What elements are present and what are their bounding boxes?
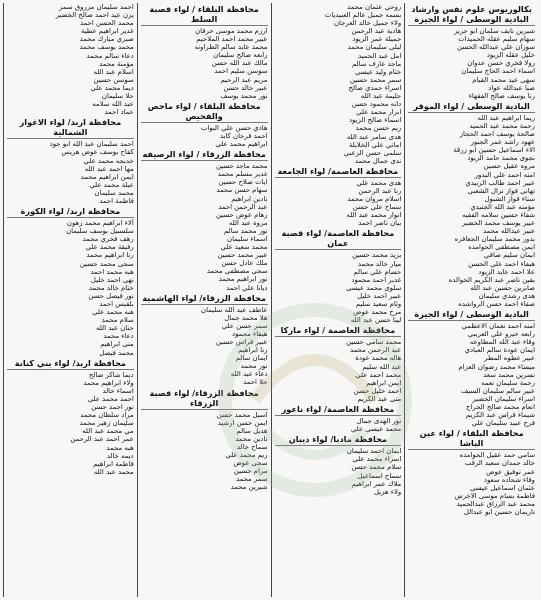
name-entry: الاء اسماعيل حسين ابو زرقة bbox=[453, 146, 535, 155]
section-header: محافظة مادبا/ لواء ذيبان bbox=[275, 434, 402, 446]
name-entry: مرام حسين bbox=[233, 467, 268, 476]
name-entry: ميار خالد محمد bbox=[357, 259, 402, 268]
name-entry: منى عبد الكريم bbox=[357, 394, 402, 403]
name-entry: احمد فرحان كايد bbox=[219, 131, 268, 140]
name-entry: نور محمد سالم bbox=[224, 226, 268, 235]
name-entry: سماح اسماعيل bbox=[357, 471, 402, 480]
name-entry: هدى محمد علي bbox=[356, 178, 402, 187]
name-entry: هدى رشدي سليمان bbox=[478, 291, 535, 300]
name-entry: رنا يوسف صالح الفقهاء bbox=[468, 91, 535, 100]
name-entry: فرح عبيد سليمان علي bbox=[471, 419, 535, 428]
name-entry: مي محمد عبد الله bbox=[82, 427, 134, 436]
name-entry: نور الهدى جمال bbox=[356, 417, 402, 426]
name-entry: عبير عبدالله محمد bbox=[483, 227, 535, 236]
name-entry: محمد عبد الرزاق عبدالحميد bbox=[456, 499, 535, 508]
section-header: محافظة العاصمة/ لواء قصبة عمان bbox=[275, 228, 402, 250]
names-list bbox=[408, 451, 535, 516]
name-entry: شفاء حسين سلامه الفقيه bbox=[462, 210, 535, 219]
name-entry: منى ابراهيم bbox=[100, 340, 134, 349]
name-entry: ملاك عمر ابراهيم bbox=[351, 479, 402, 488]
name-entry: عمر احمد عبد الرحمن bbox=[70, 435, 134, 444]
name-entry: مروه عقيل حسين bbox=[483, 162, 535, 171]
name-entry: ايمن ابراهيم bbox=[366, 378, 402, 387]
name-entry: مريم عبد الرحيم bbox=[220, 75, 268, 84]
section-header: محافظة اربد/ لواء الكورة bbox=[7, 206, 134, 218]
name-entry: ختام خالد محمد bbox=[88, 283, 134, 292]
name-entry: نور محمد bbox=[240, 362, 268, 371]
name-entry: سوسن سليم احمد bbox=[214, 67, 268, 76]
name-entry: اماني علي الخلايلة bbox=[348, 140, 402, 149]
name-entry: ديما محمد علي bbox=[90, 83, 134, 92]
name-entry: ولاء ابراهيم محمد bbox=[83, 378, 134, 387]
name-entry: ايات صلاح حسين bbox=[218, 178, 268, 187]
names-list bbox=[275, 417, 402, 433]
name-entry: ايمن حسن ارشيد bbox=[217, 418, 268, 427]
name-entry: سلمى حسن الزعبي bbox=[343, 148, 402, 157]
name-entry: ابرار محمد علي bbox=[356, 108, 402, 117]
name-entry: ولاء هزيل bbox=[373, 487, 402, 496]
name-entry: هيفاء احمد علي الحسن bbox=[468, 259, 535, 268]
name-entry: ايمن مصطفى الحوامده bbox=[468, 243, 535, 252]
name-entry: ايمان عودة سالم العبادي bbox=[464, 346, 535, 355]
name-entry: سلام محمد حسن bbox=[351, 463, 402, 472]
name-entry: احمد سليمان مزروق سمر bbox=[59, 3, 134, 11]
name-entry: نسرين محمد سعد bbox=[483, 370, 535, 379]
name-entry: ريما ابراهيم عبد الله bbox=[477, 113, 535, 122]
name-entry: عبد الرحمن محمد bbox=[350, 346, 402, 355]
names-list bbox=[275, 447, 402, 496]
name-entry: رابعه صالح سليمان bbox=[213, 51, 268, 60]
name-entry: وئام سعيد سليم bbox=[355, 300, 402, 308]
section-header: محافظة البلقاء / لواء عين الباشا bbox=[408, 428, 535, 450]
name-entry: محمد الحسن احمد bbox=[80, 19, 134, 28]
name-entry: رابعه خيرو علي العريبي bbox=[467, 330, 535, 339]
name-entry: روحي عثمان محمد bbox=[347, 3, 402, 11]
name-entry: مؤمنة محمد bbox=[99, 59, 134, 68]
name-entry: ولاء جميل خالد العرجان bbox=[334, 19, 402, 28]
name-entry: ريم محمد علي bbox=[225, 451, 268, 460]
name-entry: رحمة محمد عبد الحميد bbox=[469, 121, 535, 130]
name-entry: هديل سالم bbox=[236, 426, 268, 435]
name-entry: سلسبيل يوسف سليمان bbox=[66, 227, 134, 236]
name-entry: ماجد عارف سالم bbox=[351, 59, 402, 68]
name-entry: يزيد محمد حسين bbox=[352, 251, 402, 260]
name-entry: ختام وليد عيسى bbox=[354, 67, 402, 76]
name-entry: هبه محمد bbox=[106, 443, 134, 452]
section-header: محافظة اربد/ لواء الاغوار الشمالية bbox=[7, 117, 134, 139]
name-entry: هدى سامر عبد الله bbox=[346, 132, 402, 141]
section-header: البادية الوسطى / لواء الموقر bbox=[408, 101, 535, 113]
name-entry: دعاء محمد bbox=[103, 332, 134, 341]
name-entry: سمر محمد حسين bbox=[349, 75, 402, 84]
name-entry: سهى عيد محمد القيام bbox=[472, 75, 535, 84]
name-entry: هادية عبد الرحمن bbox=[351, 27, 402, 36]
name-entry: محمد عيسى علي bbox=[350, 425, 402, 434]
name-entry: سجى مصطفى محمد bbox=[206, 267, 268, 276]
name-entry: اسماء صالح الزيود bbox=[348, 116, 402, 125]
name-entry: نور احمد حسن bbox=[91, 403, 134, 412]
name-entry: اسماء احمد الحاج سليمان bbox=[461, 67, 535, 76]
name-entry: وفاء شحاده سعود bbox=[483, 475, 535, 484]
name-entry: سماح علي حسن bbox=[352, 203, 402, 212]
section-header: بكالوريوس علوم نفس وارشاد البادية الوسطى / لواء الجيزة bbox=[408, 4, 535, 26]
name-entry: سهام سليم عقله الحميدات bbox=[458, 35, 535, 44]
name-entry: سليمان زهير محمد bbox=[79, 419, 134, 428]
section-header: محافظة البلقاء / لواء قصبة السلط bbox=[141, 4, 268, 26]
name-entry: ايمن ابراهيم محمد bbox=[80, 172, 134, 181]
name-entry: نادين محمد bbox=[235, 434, 268, 443]
name-entry: هلا محمد جمال bbox=[224, 313, 268, 322]
names-list bbox=[275, 251, 402, 324]
name-entry: هيفاء محمود bbox=[232, 329, 268, 338]
name-entry: احمد محمد علي bbox=[87, 394, 134, 403]
name-entry: ليلى سليمان محمد bbox=[347, 43, 402, 52]
name-entry: ريم حسن محمد bbox=[355, 124, 402, 133]
name-entry: مالك عبد الله حسن bbox=[211, 59, 268, 68]
name-entry: نجوى محمد حامد الزيود bbox=[467, 154, 535, 163]
name-entry: بدور محمد سليمان الجعافره bbox=[454, 235, 535, 244]
name-entry: صابرين حسين عبد الله bbox=[470, 283, 535, 292]
name-entry: احمد خليل حسن bbox=[353, 386, 402, 395]
name-entry: ناريمان حسين ابو عبدالل bbox=[463, 507, 535, 516]
name-entry: عبير عطوه المطر bbox=[484, 354, 535, 363]
name-entry: حنان عبد الله bbox=[96, 324, 134, 333]
name-entry: بسمه جميل عالم العبيديات bbox=[324, 11, 402, 20]
name-entry: رهف فخري محمد bbox=[82, 235, 134, 244]
name-entry: سجى عوض bbox=[233, 459, 268, 468]
name-entry: شيرين محمد bbox=[230, 483, 268, 492]
name-entry: بيان ناصر احمد bbox=[358, 219, 402, 228]
names-list bbox=[7, 140, 134, 205]
name-entry: غدير مسلم محمد bbox=[217, 170, 268, 179]
name-entry: عبير احمد طالب الزبيدي bbox=[465, 178, 535, 187]
name-entry: عبير خالد حسن bbox=[223, 83, 268, 92]
name-entry: سوسن حسين bbox=[93, 75, 134, 84]
name-entry: عبد الله سلامه bbox=[92, 100, 134, 109]
name-entry: اسيل محمد حسن bbox=[216, 410, 268, 419]
name-entry: ديمه خالد bbox=[106, 451, 134, 460]
section-header: محافظة الزرقاء / لواء الرصيفه bbox=[142, 149, 266, 160]
name-entry: محمد سليمان bbox=[94, 188, 134, 197]
section-header: محافظة العاصمة/ لواء الجامعة bbox=[275, 166, 402, 178]
section-header: البادية الوسطى / لواء الجيزة bbox=[408, 309, 535, 321]
name-entry: يقين ناصر عبد الكريم الخوالده bbox=[448, 275, 535, 284]
name-entry: هبه محمد علي bbox=[92, 308, 134, 317]
name-entry: عبير احمد خليل bbox=[357, 291, 402, 300]
name-entry: حلا احمد bbox=[243, 378, 268, 387]
name-entry: حسام علي سالم bbox=[353, 267, 402, 276]
name-entry: اسلام عبد الله bbox=[93, 67, 134, 76]
name-entry: دانه محمود حسن bbox=[351, 100, 402, 109]
results-column bbox=[137, 3, 271, 597]
name-entry: اسماء خالد bbox=[102, 386, 134, 395]
section-header: محافظة العاصمة / لواء ماركا bbox=[275, 325, 402, 337]
name-entry: نور محمد يوسف bbox=[220, 91, 268, 100]
name-entry: سمر محمد bbox=[236, 475, 268, 484]
name-entry: دعاء سالم محمد bbox=[86, 51, 134, 60]
name-entry: سوزان علي عبدالله الحسن bbox=[457, 43, 535, 52]
name-entry: وفاء عبد الله المطاوعه bbox=[469, 338, 535, 347]
name-entry: خالد حمدان سعيد الرقب bbox=[464, 459, 535, 468]
name-entry: ايمان سليم صافي bbox=[483, 251, 535, 260]
names-list bbox=[7, 219, 134, 357]
name-entry: فاطمة ابراهيم bbox=[93, 459, 134, 468]
name-entry: محمد احمد علي bbox=[355, 370, 402, 379]
name-entry: صالحة يوسف احمد الحجاز bbox=[459, 130, 535, 139]
results-column bbox=[3, 3, 137, 597]
name-entry: امنه احمد علي البدور bbox=[474, 170, 535, 179]
name-entry: صفاء احمد حسن الرواشده bbox=[458, 300, 535, 308]
name-entry: اسلام مروان محمد bbox=[347, 195, 402, 204]
name-entry: سجى محمد حسين bbox=[79, 259, 134, 268]
name-entry: علا احمد عابد الزيود bbox=[478, 267, 535, 276]
name-entry: آلاء ابراهيم محمد زهون bbox=[66, 219, 134, 228]
name-entry: ايمان سالم bbox=[235, 354, 268, 363]
name-entry: لينا حسن عبد الله bbox=[350, 316, 402, 325]
name-entry: اسراء سليمان الخضير bbox=[472, 394, 535, 403]
name-entry: جميلة عمر الزيود bbox=[352, 35, 402, 44]
name-entry: سمر حسن علي bbox=[221, 321, 268, 330]
name-entry: رنا عبد الرحمن bbox=[358, 186, 402, 195]
name-entry: رولا فخري حسن عدوان bbox=[467, 59, 535, 68]
name-entry: سلام محمد bbox=[101, 316, 134, 325]
name-entry: احمد سليمان عبد الله ابو جود bbox=[49, 140, 134, 149]
name-entry: انوار محمد عبد الله bbox=[346, 211, 402, 220]
name-entry: حليمة عبد الله bbox=[360, 92, 402, 101]
names-list bbox=[275, 179, 402, 228]
name-entry: امل عبد الحميد bbox=[358, 51, 402, 60]
name-entry: ابراهيم محمد علي bbox=[215, 140, 268, 149]
name-entry: عبير محمد حسين bbox=[217, 251, 268, 260]
name-entry: سماح خالد bbox=[236, 442, 268, 451]
names-list bbox=[7, 3, 134, 116]
name-entry: هاله محمد عودة bbox=[355, 354, 402, 363]
name-entry: عبير يوسف محمد الخضير bbox=[461, 219, 535, 228]
name-entry: عثمان اسماعيل عيسى bbox=[470, 483, 535, 492]
name-entry: ايمان احمد سليمان bbox=[346, 447, 402, 456]
name-entry: ندى جمال محمد bbox=[354, 156, 402, 165]
name-entry: عاطف عبد الله سليمان bbox=[201, 305, 268, 314]
name-entry: ارزم محمد موسى خرفان bbox=[195, 27, 268, 35]
name-entry: امنه احمد نعمان الاعظمي bbox=[461, 322, 535, 331]
names-list bbox=[141, 124, 268, 148]
names-list bbox=[408, 322, 535, 427]
name-entry: ميساء محمد رضوان العزام bbox=[458, 362, 535, 371]
name-entry: فاطمة بسام موسى الاخرس bbox=[454, 491, 535, 500]
name-entry: عبد الرحمن احمد bbox=[218, 202, 268, 211]
name-entry: حلا سليمان bbox=[101, 92, 134, 101]
name-entry: ديانا علي احمد bbox=[226, 283, 268, 292]
name-entry: غدير احمد محمود bbox=[351, 275, 402, 284]
name-entry: خليل عقله الزيود bbox=[486, 51, 535, 60]
name-entry: محمد فيصل bbox=[99, 348, 134, 357]
name-entry: سناء فواز الشبول bbox=[484, 194, 535, 203]
name-entry: شيماء فراس عبد الكريم bbox=[465, 411, 535, 420]
name-entry: انعام محمد صالح الجراح bbox=[466, 403, 535, 412]
names-list bbox=[7, 371, 134, 476]
name-entry: غدير ابراهيم عطية bbox=[81, 27, 134, 36]
name-entry: نهى احمد خليل bbox=[90, 275, 134, 284]
results-column bbox=[404, 3, 538, 597]
names-list bbox=[141, 411, 268, 492]
names-list bbox=[141, 306, 268, 387]
name-entry: محمد ماجد حسين bbox=[215, 162, 268, 171]
name-entry: رحمة سليمان نعمه bbox=[481, 378, 535, 387]
name-entry: اسراء محمد علي bbox=[352, 455, 402, 464]
name-entry: سهام حسن محمد bbox=[216, 186, 268, 195]
name-entry: محمد سامي حسين bbox=[346, 338, 402, 347]
name-entry: سامي حمد عقيل الحوامده bbox=[459, 451, 535, 460]
name-entry: خديجه محمد علي bbox=[83, 156, 134, 165]
name-entry: رنا ابراهيم محمد bbox=[86, 251, 134, 260]
name-entry: مروة عبد الله bbox=[228, 218, 268, 227]
name-entry: تهاني فواز نزال الشعبي bbox=[467, 186, 535, 195]
name-entry: فاطمة احمد bbox=[99, 196, 134, 205]
name-entry: مراد سلطان محمد bbox=[80, 411, 134, 420]
name-entry: مها احمد عبد الله bbox=[84, 164, 134, 173]
name-entry: ديما شاكر صالح bbox=[88, 370, 134, 379]
name-entry: كفاح يوسف عوض هريس bbox=[61, 148, 134, 157]
name-entry: اسراء حمدي صالح bbox=[348, 83, 402, 92]
name-entry: هبه محمد احمد bbox=[90, 267, 134, 276]
name-entry: ملك عادل حسن bbox=[221, 259, 268, 268]
names-list bbox=[408, 114, 535, 308]
name-entry: رفيقة محمد علي bbox=[85, 243, 134, 252]
names-list bbox=[275, 3, 402, 165]
name-entry: عبد الله سليم bbox=[362, 362, 402, 371]
results-column bbox=[271, 3, 405, 597]
name-entry: صبا عبدالله عواد bbox=[488, 83, 535, 92]
name-entry: سلوى محمد عيسى bbox=[346, 283, 402, 292]
name-entry: محمد عبد الله bbox=[93, 467, 134, 476]
name-entry: نور فيصل حسن bbox=[88, 291, 134, 300]
name-entry: يزن عيد احمد صالح الخضير bbox=[55, 11, 134, 20]
name-entry: عمر توفيق عوض bbox=[486, 467, 535, 476]
name-entry: هادي حسن علي البواب bbox=[200, 123, 268, 132]
section-header: محافظة الزرقاء/ لواء قصبة الزرقاء bbox=[141, 388, 268, 410]
name-entry: رهام عوض حسين bbox=[216, 210, 268, 219]
name-entry: صبري مبارك محمد bbox=[79, 35, 134, 44]
name-entry: اسماء سليمان bbox=[227, 234, 268, 243]
name-entry: عبير فراس حسين bbox=[215, 338, 268, 346]
name-entry: دعاء عبد الله bbox=[230, 370, 268, 379]
name-entry: عماد احمد bbox=[104, 108, 134, 117]
name-entry: عبلة محمد علي bbox=[89, 180, 134, 189]
name-entry: بلقيس احمد bbox=[99, 300, 134, 308]
name-entry: مؤمنه عبد الله الجنيدي bbox=[470, 202, 535, 211]
section-header: محافظة البلقاء / لواء ماحص والفحيص bbox=[141, 101, 268, 123]
section-header: محافظة العاصمة/ لواء ناعور bbox=[275, 404, 402, 416]
name-entry: عبير محمد احمد الملاحيم bbox=[196, 35, 268, 44]
names-list bbox=[408, 27, 535, 100]
names-list bbox=[275, 338, 402, 403]
name-entry: شيرين نايف سلمان ابو جرير bbox=[453, 27, 535, 35]
name-entry: رنا ابراهيم bbox=[238, 346, 268, 355]
names-list bbox=[141, 162, 268, 292]
section-header: محافظة الزرقاء/ لواء الهاشمية bbox=[142, 292, 266, 303]
name-entry: عهود راشد عمر الجبور bbox=[470, 138, 535, 147]
names-list bbox=[141, 27, 268, 100]
name-entry: محمد عايد سالم الطراونه bbox=[194, 43, 268, 52]
name-entry: مرح محمد عوض bbox=[353, 308, 402, 317]
name-entry: محمد يوسف محمد bbox=[79, 43, 134, 52]
section-header: محافظة اربد/ لواء بني كنانة bbox=[7, 358, 134, 370]
name-entry: محمد سعيد علي bbox=[220, 243, 268, 252]
name-entry: نادين ابراهيم bbox=[231, 194, 268, 203]
name-entry: عبير سالم سليمان السيف bbox=[461, 386, 535, 395]
name-entry: نور ابراهيم محمد bbox=[218, 275, 268, 284]
